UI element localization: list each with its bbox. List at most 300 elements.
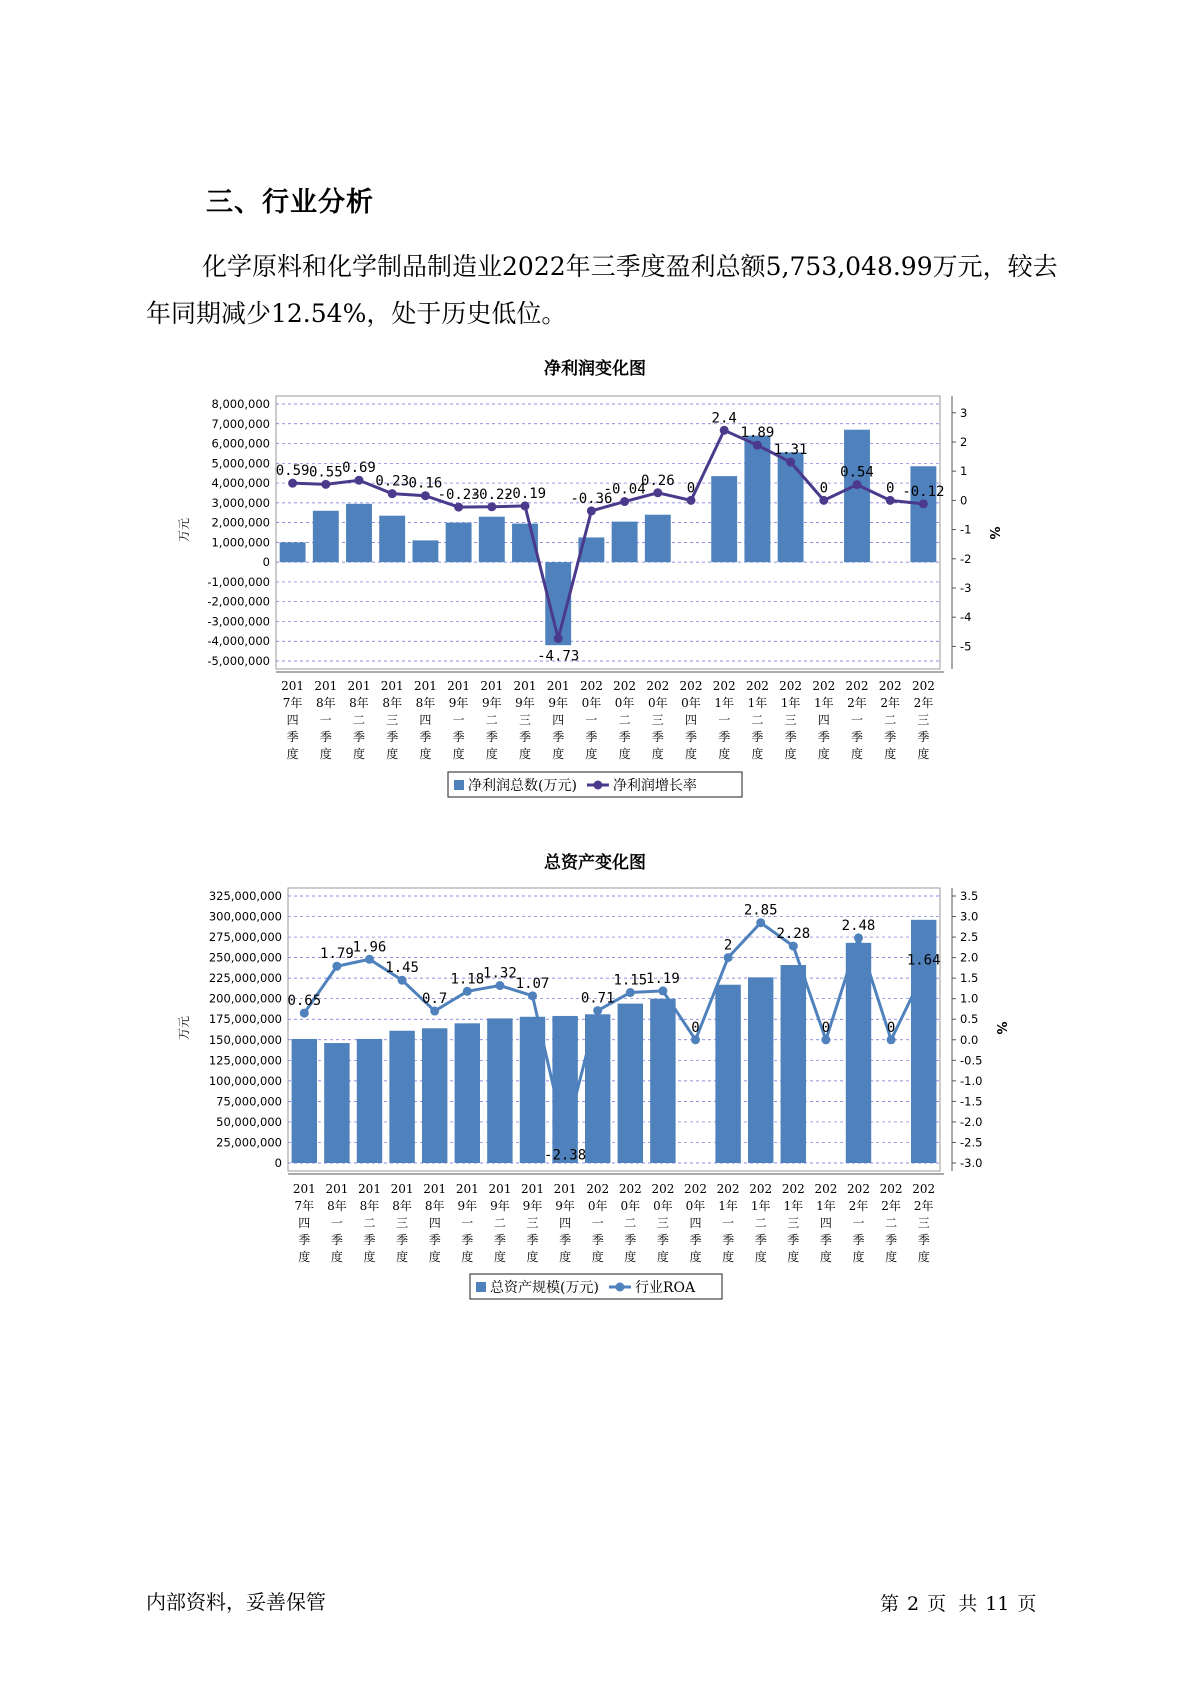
y-tick-label: -3,000,000 bbox=[207, 614, 270, 629]
bar bbox=[479, 517, 505, 562]
y-tick-label: 7,000,000 bbox=[211, 416, 270, 431]
x-tick-label bbox=[554, 1182, 577, 1264]
bar bbox=[280, 542, 306, 562]
line-point bbox=[887, 1035, 896, 1044]
bar bbox=[357, 1039, 382, 1163]
x-tick-label-part: 1年 bbox=[750, 1199, 771, 1213]
line-point bbox=[528, 991, 537, 1000]
x-tick-label-part: 四 bbox=[817, 713, 830, 727]
y-tick-label: 300,000,000 bbox=[208, 909, 282, 924]
x-tick-label-part: 季 bbox=[286, 730, 299, 744]
analysis-paragraph: 化学原料和化学制品制造业2022年三季度盈利总额5,753,048.99万元，较去年同期减少12.54%，处于历史低位。 bbox=[146, 252, 1058, 328]
y2-tick-label: 0.0 bbox=[960, 1032, 979, 1047]
y-tick-label: 0 bbox=[262, 555, 270, 570]
x-tick-label-part: 度 bbox=[386, 747, 399, 761]
x-tick-label-part: 季 bbox=[754, 1233, 767, 1247]
x-tick-label bbox=[779, 679, 802, 761]
x-tick-label-part: 三 bbox=[656, 1216, 669, 1230]
x-tick-label-part: 2年 bbox=[847, 696, 867, 710]
line-point bbox=[300, 1009, 309, 1018]
line-point bbox=[653, 488, 662, 497]
x-tick-label-part: 四 bbox=[286, 713, 299, 727]
x-tick-label-part: 8年 bbox=[424, 1199, 445, 1213]
x-tick-label-part: 度 bbox=[363, 1250, 376, 1264]
x-tick-label-part: 0年 bbox=[647, 696, 668, 710]
x-tick-label-part: 1年 bbox=[718, 1199, 738, 1213]
x-tick-label bbox=[684, 1182, 707, 1264]
x-tick-label-part: 季 bbox=[684, 730, 698, 744]
bar bbox=[313, 511, 339, 562]
line-point bbox=[720, 426, 729, 435]
x-tick-label-part: 季 bbox=[386, 730, 399, 744]
x-tick-label-part: 9年 bbox=[448, 696, 469, 710]
total-assets-chart bbox=[0, 850, 1191, 1310]
x-tick-label-part: 度 bbox=[852, 1250, 865, 1264]
bar bbox=[846, 943, 871, 1163]
legend-bar-swatch bbox=[454, 780, 464, 790]
x-tick-label-part: 度 bbox=[787, 1250, 800, 1264]
line-point bbox=[593, 1006, 602, 1015]
page-total: 11 bbox=[985, 1593, 1010, 1615]
bar bbox=[446, 523, 472, 563]
x-tick-label-part: 度 bbox=[591, 1250, 604, 1264]
data-label: 0.59 bbox=[275, 463, 310, 480]
bar bbox=[715, 985, 740, 1163]
x-tick-label-part: 201 bbox=[281, 679, 305, 693]
x-tick-label-part: 202 bbox=[618, 1182, 642, 1196]
x-tick-label-part: 二 bbox=[754, 1216, 767, 1230]
x-tick-label bbox=[580, 679, 603, 761]
data-label: 1.07 bbox=[515, 975, 550, 992]
x-tick-label bbox=[348, 679, 371, 761]
x-tick-label-part: 度 bbox=[917, 747, 930, 761]
x-tick-label-part: 季 bbox=[352, 730, 366, 744]
x-tick-label-part: 一 bbox=[452, 713, 465, 727]
x-tick-label-part: 季 bbox=[552, 730, 565, 744]
line-point bbox=[821, 1035, 830, 1044]
data-label: 0.26 bbox=[640, 472, 675, 489]
data-label: 0 bbox=[886, 1019, 896, 1036]
x-tick-label-part: 201 bbox=[488, 1182, 512, 1196]
x-tick-label-part: 度 bbox=[319, 747, 332, 761]
y2-tick-label: 3.0 bbox=[960, 909, 979, 924]
x-tick-label bbox=[325, 1182, 348, 1264]
data-label: 1.64 bbox=[906, 952, 941, 969]
page-mid: 页 共 bbox=[927, 1593, 978, 1615]
legend-line-marker bbox=[593, 781, 602, 790]
line-point bbox=[626, 988, 635, 997]
y-tick-label: 25,000,000 bbox=[216, 1135, 282, 1150]
x-tick-label-part: 季 bbox=[689, 1233, 702, 1247]
data-label: 2 bbox=[723, 937, 733, 954]
x-tick-label-part: 季 bbox=[656, 1233, 669, 1247]
x-tick-label-part: 季 bbox=[585, 730, 598, 744]
x-tick-label-part: 202 bbox=[845, 679, 869, 693]
x-tick-label bbox=[423, 1182, 446, 1264]
x-tick-label-part: 季 bbox=[319, 730, 332, 744]
bar bbox=[618, 1004, 643, 1163]
y2-tick-label: 1.0 bbox=[960, 991, 979, 1006]
line-point bbox=[919, 499, 928, 508]
line-point bbox=[658, 986, 667, 995]
legend-bar-swatch bbox=[476, 1282, 486, 1292]
x-tick-label-part: 三 bbox=[518, 713, 532, 727]
x-tick-label bbox=[619, 1182, 642, 1264]
bar bbox=[292, 1039, 317, 1163]
data-label: 2.48 bbox=[841, 917, 876, 934]
y2-tick-label: 3.5 bbox=[960, 889, 979, 903]
x-tick-label-part: 2年 bbox=[880, 696, 901, 710]
line-point bbox=[919, 968, 928, 977]
x-tick-label-part: 三 bbox=[526, 1216, 539, 1230]
x-tick-label-part: 201 bbox=[480, 679, 504, 693]
x-tick-label bbox=[812, 679, 835, 761]
net-profit-chart bbox=[0, 350, 1191, 810]
x-tick-label-part: 一 bbox=[852, 1216, 865, 1230]
x-tick-label-part: 四 bbox=[819, 1216, 832, 1230]
line-point bbox=[853, 480, 862, 489]
x-tick-label-part: 8年 bbox=[359, 1199, 380, 1213]
y2-tick-label: -3 bbox=[960, 580, 972, 595]
y2-tick-label: -0.5 bbox=[960, 1053, 983, 1068]
x-tick-label-part: 1年 bbox=[780, 696, 801, 710]
x-tick-label-part: 季 bbox=[419, 730, 432, 744]
x-tick-label-part: 二 bbox=[751, 713, 764, 727]
y2-tick-label: -4 bbox=[960, 610, 972, 625]
x-tick-label-part: 四 bbox=[419, 713, 432, 727]
legend-line-label: 净利润增长率 bbox=[612, 778, 697, 794]
x-tick-label-part: 四 bbox=[684, 713, 698, 727]
x-tick-label-part: 二 bbox=[618, 713, 631, 727]
x-tick-label-part: 202 bbox=[586, 1182, 610, 1196]
x-tick-label-part: 1年 bbox=[714, 696, 735, 710]
plot-area bbox=[276, 396, 940, 669]
line-point bbox=[753, 441, 762, 450]
x-tick-label-part: 三 bbox=[651, 713, 664, 727]
x-tick-label-part: 201 bbox=[347, 679, 371, 693]
x-tick-label-part: 202 bbox=[779, 679, 803, 693]
x-tick-label-part: 度 bbox=[618, 747, 631, 761]
y-tick-label: 75,000,000 bbox=[216, 1094, 282, 1109]
line-point bbox=[554, 634, 563, 643]
x-tick-label-part: 度 bbox=[784, 747, 797, 761]
x-tick-label-part: 季 bbox=[722, 1233, 735, 1247]
x-tick-label-part: 202 bbox=[712, 679, 736, 693]
x-tick-label-part: 季 bbox=[624, 1233, 637, 1247]
x-tick-label-part: 度 bbox=[689, 1250, 702, 1264]
line-point bbox=[561, 1133, 570, 1142]
x-tick-label bbox=[613, 679, 636, 761]
line-point bbox=[724, 953, 733, 962]
x-tick-label-part: 1年 bbox=[813, 696, 834, 710]
x-tick-label bbox=[814, 1182, 837, 1264]
y-tick-label: 1,000,000 bbox=[211, 535, 270, 550]
x-tick-label bbox=[456, 1182, 479, 1264]
y-tick-label: 150,000,000 bbox=[208, 1032, 282, 1047]
x-tick-label-part: 季 bbox=[452, 730, 465, 744]
line-point bbox=[288, 479, 297, 488]
chart-title: 净利润变化图 bbox=[544, 359, 646, 379]
data-label: 0.16 bbox=[408, 475, 443, 492]
bar bbox=[778, 452, 804, 562]
x-tick-label-part: 度 bbox=[722, 1250, 735, 1264]
line-point bbox=[854, 933, 863, 942]
x-tick-label-part: 度 bbox=[819, 1250, 832, 1264]
data-label: 0 bbox=[885, 480, 895, 497]
x-tick-label bbox=[480, 679, 503, 761]
x-tick-label-part: 201 bbox=[513, 679, 537, 693]
x-tick-label-part: 8年 bbox=[415, 696, 436, 710]
line-point bbox=[355, 476, 364, 485]
bar bbox=[748, 977, 773, 1163]
line-point bbox=[691, 1035, 700, 1044]
line-point bbox=[587, 506, 596, 515]
bar bbox=[389, 1031, 414, 1163]
x-tick-label-part: 季 bbox=[651, 730, 664, 744]
y2-tick-label: -1 bbox=[960, 522, 972, 537]
bar bbox=[585, 1014, 610, 1163]
x-tick-label-part: 202 bbox=[684, 1182, 707, 1196]
x-tick-label-part: 202 bbox=[651, 1182, 675, 1196]
y2-tick-label: -1.0 bbox=[960, 1073, 983, 1088]
x-tick-label-part: 202 bbox=[879, 1182, 903, 1196]
x-tick-label bbox=[358, 1182, 381, 1264]
x-tick-label bbox=[912, 679, 935, 761]
y-tick-label: 200,000,000 bbox=[208, 991, 282, 1006]
line-point bbox=[321, 480, 330, 489]
y-tick-label: 275,000,000 bbox=[208, 930, 282, 945]
x-tick-label-part: 度 bbox=[461, 1250, 474, 1264]
y2-tick-label: -1.5 bbox=[960, 1094, 983, 1109]
x-tick-label-part: 1年 bbox=[783, 1199, 804, 1213]
legend-bar-label: 总资产规模(万元) bbox=[490, 1280, 599, 1296]
data-label: -0.22 bbox=[470, 486, 513, 503]
x-tick-label-part: 0年 bbox=[614, 696, 635, 710]
x-tick-label-part: 一 bbox=[722, 1216, 735, 1230]
x-tick-label-part: 0年 bbox=[653, 1199, 673, 1213]
x-tick-label-part: 0年 bbox=[587, 1199, 608, 1213]
data-label: 0.65 bbox=[287, 993, 322, 1010]
data-label: 1.96 bbox=[352, 939, 387, 956]
confidential-note: 内部资料，妥善保管 bbox=[146, 1590, 326, 1614]
x-tick-label bbox=[749, 1182, 772, 1264]
x-tick-label-part: 一 bbox=[718, 713, 731, 727]
x-tick-label-part: 202 bbox=[749, 1182, 773, 1196]
x-tick-label bbox=[447, 679, 470, 761]
x-tick-label-part: 度 bbox=[526, 1250, 539, 1264]
y2-tick-label: 2 bbox=[960, 434, 968, 449]
x-tick-label-part: 9年 bbox=[555, 1199, 575, 1213]
bar bbox=[455, 1023, 480, 1163]
y-tick-label: 50,000,000 bbox=[216, 1114, 282, 1129]
line-point bbox=[756, 918, 765, 927]
x-tick-label-part: 201 bbox=[455, 1182, 479, 1196]
x-tick-label-part: 二 bbox=[624, 1216, 637, 1230]
x-tick-label-part: 一 bbox=[319, 713, 332, 727]
data-label: -2.38 bbox=[544, 1147, 587, 1164]
x-tick-label-part: 202 bbox=[912, 1182, 936, 1196]
data-label: -0.36 bbox=[570, 490, 613, 507]
x-tick-label bbox=[713, 679, 736, 761]
x-tick-label-part: 二 bbox=[485, 713, 498, 727]
x-tick-label-part: 201 bbox=[380, 679, 404, 693]
x-tick-label-part: 9年 bbox=[481, 696, 502, 710]
y-tick-label: 175,000,000 bbox=[208, 1012, 282, 1027]
line-point bbox=[819, 496, 828, 505]
x-tick-label-part: 1年 bbox=[747, 696, 768, 710]
line-point bbox=[398, 976, 407, 985]
bar bbox=[346, 504, 372, 562]
x-tick-label-part: 度 bbox=[286, 747, 299, 761]
data-label: 0.71 bbox=[580, 990, 615, 1007]
x-tick-label-part: 季 bbox=[852, 1233, 865, 1247]
line-point bbox=[620, 497, 629, 506]
x-tick-label-part: 三 bbox=[396, 1216, 409, 1230]
x-tick-label-part: 度 bbox=[651, 747, 664, 761]
y-tick-label: 2,000,000 bbox=[211, 515, 270, 530]
net-profit-chart-svg bbox=[0, 350, 1191, 810]
x-tick-label-part: 202 bbox=[646, 679, 670, 693]
x-tick-label-part: 2年 bbox=[913, 1199, 934, 1213]
line-point bbox=[886, 496, 895, 505]
data-label: 0 bbox=[821, 1019, 831, 1036]
x-tick-label-part: 201 bbox=[390, 1182, 414, 1196]
x-tick-label-part: 度 bbox=[396, 1250, 409, 1264]
x-tick-label-part: 二 bbox=[363, 1216, 376, 1230]
page-suffix: 页 bbox=[1017, 1593, 1037, 1615]
x-tick-label-part: 9年 bbox=[548, 696, 569, 710]
x-tick-label-part: 202 bbox=[579, 679, 603, 693]
x-tick-label-part: 202 bbox=[812, 679, 836, 693]
x-tick-label-part: 2年 bbox=[848, 1199, 869, 1213]
data-label: -0.23 bbox=[437, 487, 480, 504]
y-tick-label: 250,000,000 bbox=[208, 950, 282, 965]
y-tick-label: 6,000,000 bbox=[211, 436, 270, 451]
data-label: 1.31 bbox=[773, 442, 808, 459]
x-tick-label-part: 季 bbox=[787, 1233, 800, 1247]
x-tick-label-part: 一 bbox=[591, 1216, 604, 1230]
x-tick-label-part: 8年 bbox=[382, 696, 403, 710]
data-label: 1.15 bbox=[613, 972, 648, 989]
x-tick-label-part: 三 bbox=[386, 713, 399, 727]
x-tick-label-part: 2年 bbox=[881, 1199, 901, 1213]
x-tick-label-part: 季 bbox=[330, 1233, 343, 1247]
page-prefix: 第 bbox=[880, 1593, 900, 1615]
bar bbox=[844, 430, 870, 562]
x-tick-label-part: 202 bbox=[847, 1182, 870, 1196]
x-tick-label-part: 度 bbox=[298, 1250, 311, 1264]
data-label: 0.69 bbox=[342, 460, 376, 477]
bar bbox=[650, 999, 675, 1163]
x-tick-label-part: 7年 bbox=[282, 696, 303, 710]
x-tick-label bbox=[847, 1182, 870, 1264]
y2-tick-label: 3 bbox=[960, 405, 968, 420]
x-tick-label-part: 2年 bbox=[913, 696, 934, 710]
x-tick-label-part: 202 bbox=[745, 679, 769, 693]
legend-line-label: 行业ROA bbox=[634, 1280, 696, 1296]
x-tick-label-part: 度 bbox=[452, 747, 465, 761]
data-label: -0.12 bbox=[902, 483, 945, 500]
x-tick-label-part: 9年 bbox=[522, 1199, 543, 1213]
total-assets-chart-svg bbox=[0, 850, 1191, 1310]
data-label: 2.85 bbox=[743, 902, 778, 919]
y-tick-label: -1,000,000 bbox=[207, 574, 270, 589]
bar bbox=[379, 516, 405, 562]
x-tick-label-part: 季 bbox=[591, 1233, 604, 1247]
x-tick-label-part: 度 bbox=[330, 1250, 343, 1264]
data-label: 1.18 bbox=[450, 971, 485, 988]
y2-tick-label: -2 bbox=[960, 551, 972, 566]
x-tick-label-part: 季 bbox=[819, 1233, 832, 1247]
x-tick-label-part: 季 bbox=[718, 730, 731, 744]
x-tick-label-part: 度 bbox=[751, 747, 764, 761]
x-tick-label-part: 季 bbox=[559, 1233, 572, 1247]
x-tick-label-part: 一 bbox=[330, 1216, 343, 1230]
line-point bbox=[463, 987, 472, 996]
x-tick-label-part: 季 bbox=[396, 1233, 409, 1247]
x-tick-label-part: 度 bbox=[624, 1250, 637, 1264]
x-tick-label-part: 一 bbox=[461, 1216, 474, 1230]
x-tick-label-part: 202 bbox=[878, 679, 902, 693]
bar bbox=[711, 476, 737, 562]
x-tick-label-part: 季 bbox=[885, 1233, 898, 1247]
y-tick-label: 0 bbox=[274, 1156, 282, 1170]
x-tick-label bbox=[281, 679, 304, 761]
x-tick-label-part: 度 bbox=[552, 747, 565, 761]
x-tick-label-part: 202 bbox=[814, 1182, 838, 1196]
y2-tick-label: -5 bbox=[960, 639, 972, 654]
x-tick-label bbox=[912, 1182, 935, 1264]
x-tick-label-part: 季 bbox=[917, 730, 930, 744]
x-tick-label bbox=[782, 1182, 805, 1264]
x-tick-label-part: 度 bbox=[817, 747, 830, 761]
legend-bar-label: 净利润总数(万元) bbox=[468, 778, 577, 794]
data-label: 0 bbox=[691, 1019, 700, 1036]
x-tick-label-part: 201 bbox=[553, 1182, 577, 1196]
y-tick-label: 3,000,000 bbox=[211, 495, 270, 510]
y2-tick-label: -3.0 bbox=[960, 1156, 983, 1170]
x-tick-label-part: 度 bbox=[485, 747, 498, 761]
y2-tick-label: 0.5 bbox=[960, 1012, 979, 1027]
data-label: 0 bbox=[819, 480, 829, 497]
x-tick-label-part: 季 bbox=[751, 730, 764, 744]
x-tick-label-part: 四 bbox=[552, 713, 565, 727]
x-tick-label-part: 季 bbox=[363, 1233, 376, 1247]
x-tick-label-part: 三 bbox=[917, 1216, 930, 1230]
y-axis-label: 万元 bbox=[177, 517, 191, 543]
y2-axis-label: % bbox=[993, 1021, 1008, 1035]
x-tick-label bbox=[717, 1182, 740, 1264]
x-tick-label-part: 度 bbox=[428, 1250, 441, 1264]
line-point bbox=[786, 458, 795, 467]
bar bbox=[645, 515, 671, 562]
x-tick-label-part: 季 bbox=[850, 730, 864, 744]
line-point bbox=[332, 962, 341, 971]
data-label: 1.79 bbox=[320, 946, 354, 963]
x-tick-label-part: 202 bbox=[911, 679, 935, 693]
data-label: 2.4 bbox=[711, 410, 737, 427]
x-tick-label bbox=[651, 1182, 674, 1264]
data-label: 0.55 bbox=[308, 464, 343, 481]
x-tick-label-part: 202 bbox=[613, 679, 637, 693]
y-tick-label: 4,000,000 bbox=[211, 476, 270, 491]
line-point bbox=[388, 489, 397, 498]
x-tick-label bbox=[391, 1182, 414, 1264]
x-tick-label-part: 度 bbox=[656, 1250, 669, 1264]
line-point bbox=[521, 501, 530, 510]
y-tick-label: -5,000,000 bbox=[207, 654, 270, 668]
x-tick-label-part: 季 bbox=[485, 730, 498, 744]
